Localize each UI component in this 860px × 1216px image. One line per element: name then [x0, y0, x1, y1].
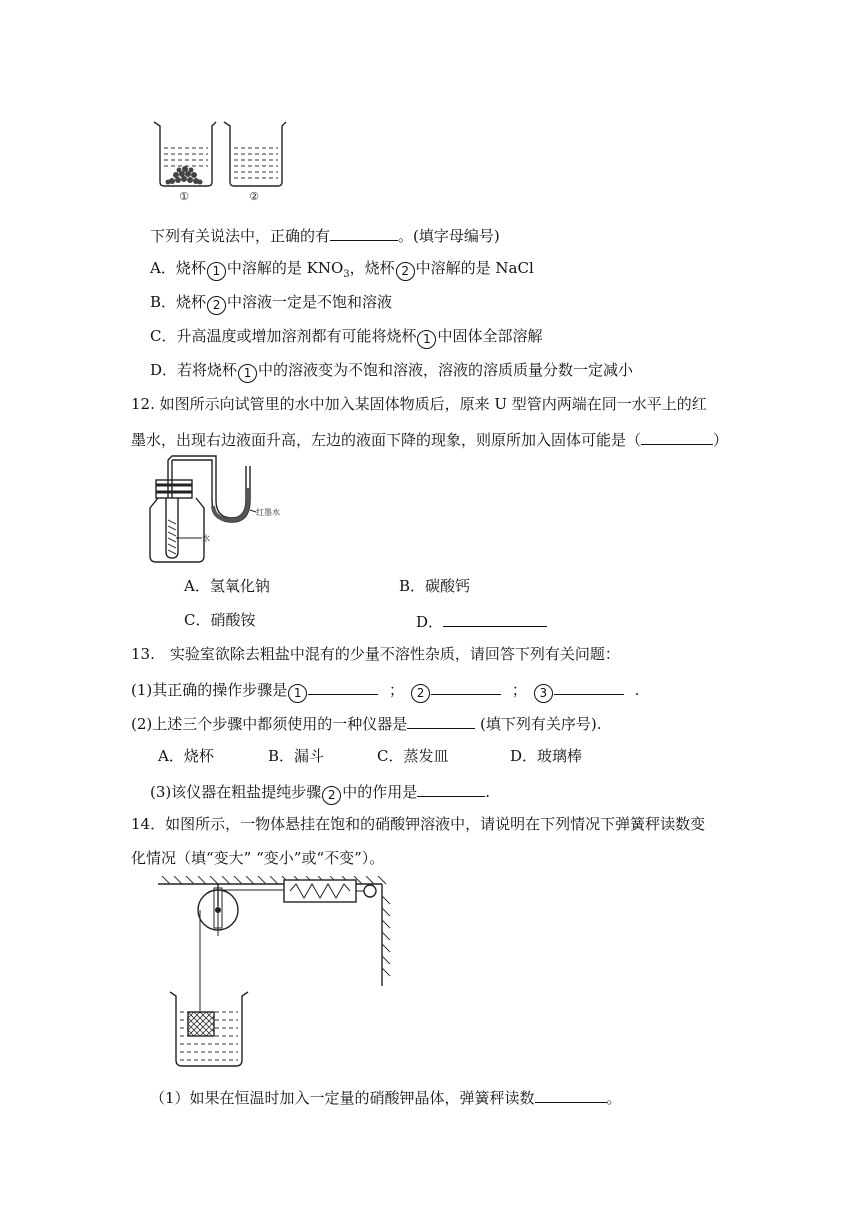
q14-line-2: 化情况（填“变大” “变小”或“不变”）。 — [131, 849, 385, 867]
q12-option-d: D． — [416, 610, 547, 632]
q13-role-blank[interactable] — [417, 780, 485, 797]
beaker-label-1: ① — [179, 190, 189, 203]
q11-option-b: B．烧杯 2 中溶液一定是不饱和溶液 — [150, 292, 392, 315]
q13-step1-blank[interactable] — [308, 678, 378, 695]
q12-answer-blank[interactable] — [641, 428, 713, 445]
q12-line-2: 墨水，出现右边液面升高，左边的液面下降的现象，则原所加入固体可能是（ ） — [131, 428, 728, 450]
q13-option-b: B．漏斗 — [268, 747, 325, 765]
q13-part-3: (3)该仪器在粗盐提纯步骤 2 中的作用是 . — [150, 780, 490, 805]
q13-line-1: 13. 实验室欲除去粗盐中混有的少量不溶性杂质，请回答下列有关问题： — [131, 645, 620, 663]
q14-line-1: 14．如图所示，一物体悬挂在饱和的硝酸钾溶液中，请说明在下列情况下弹簧秤读数变 — [131, 815, 706, 833]
q12-option-c: C．硝酸铵 — [184, 611, 256, 629]
q12-option-b: B．碳酸钙 — [399, 577, 471, 595]
q11-option-a: A．烧杯 1 中溶解的是 $KNO_3$，烧杯 2 中溶解的是 NaCl — [150, 259, 534, 280]
q13-step3-blank[interactable] — [554, 678, 624, 695]
q13-option-a: A．烧杯 — [158, 747, 214, 765]
beakers-figure — [150, 118, 290, 204]
q11-option-d: D．若将烧杯 1 中的溶液变为不饱和溶液，溶液的溶质质量分数一定减小 — [150, 360, 633, 383]
spring-scale-figure — [158, 876, 398, 1068]
q14-answer-blank[interactable] — [535, 1086, 607, 1103]
q12-option-d-blank[interactable] — [443, 610, 547, 627]
q12-option-a: A．氢氧化钠 — [184, 577, 270, 595]
q11-answer-blank[interactable] — [330, 224, 398, 241]
q11-prompt: 下列有关说法中，正确的有 。(填字母编号) — [150, 224, 500, 246]
q13-part-2: (2)上述三个步骤中都须使用的一种仪器是 (填下列有关序号). — [131, 712, 602, 734]
q14-part-1: （1）如果在恒温时加入一定量的硝酸钾晶体，弹簧秤读数 。 — [150, 1086, 622, 1108]
q11-option-c: C．升高温度或增加溶剂都有可能将烧杯 1 中固体全部溶解 — [150, 326, 543, 349]
u-tube-figure — [146, 454, 306, 566]
q13-option-c: C．蒸发皿 — [377, 747, 449, 765]
q13-instrument-blank[interactable] — [407, 712, 475, 729]
q13-part-1: (1)其正确的操作步骤是 1 ； 2 ； 3 . — [131, 678, 639, 703]
q13-option-d: D．玻璃棒 — [510, 747, 583, 765]
water-label: 水 — [202, 534, 210, 543]
beaker-label-2: ② — [249, 190, 259, 203]
q13-step2-blank[interactable] — [431, 678, 501, 695]
red-ink-label: 红墨水 — [256, 508, 280, 517]
q12-line-1: 12. 如图所示向试管里的水中加入某固体物质后，原来 U 型管内两端在同一水平上的红 — [131, 395, 707, 413]
